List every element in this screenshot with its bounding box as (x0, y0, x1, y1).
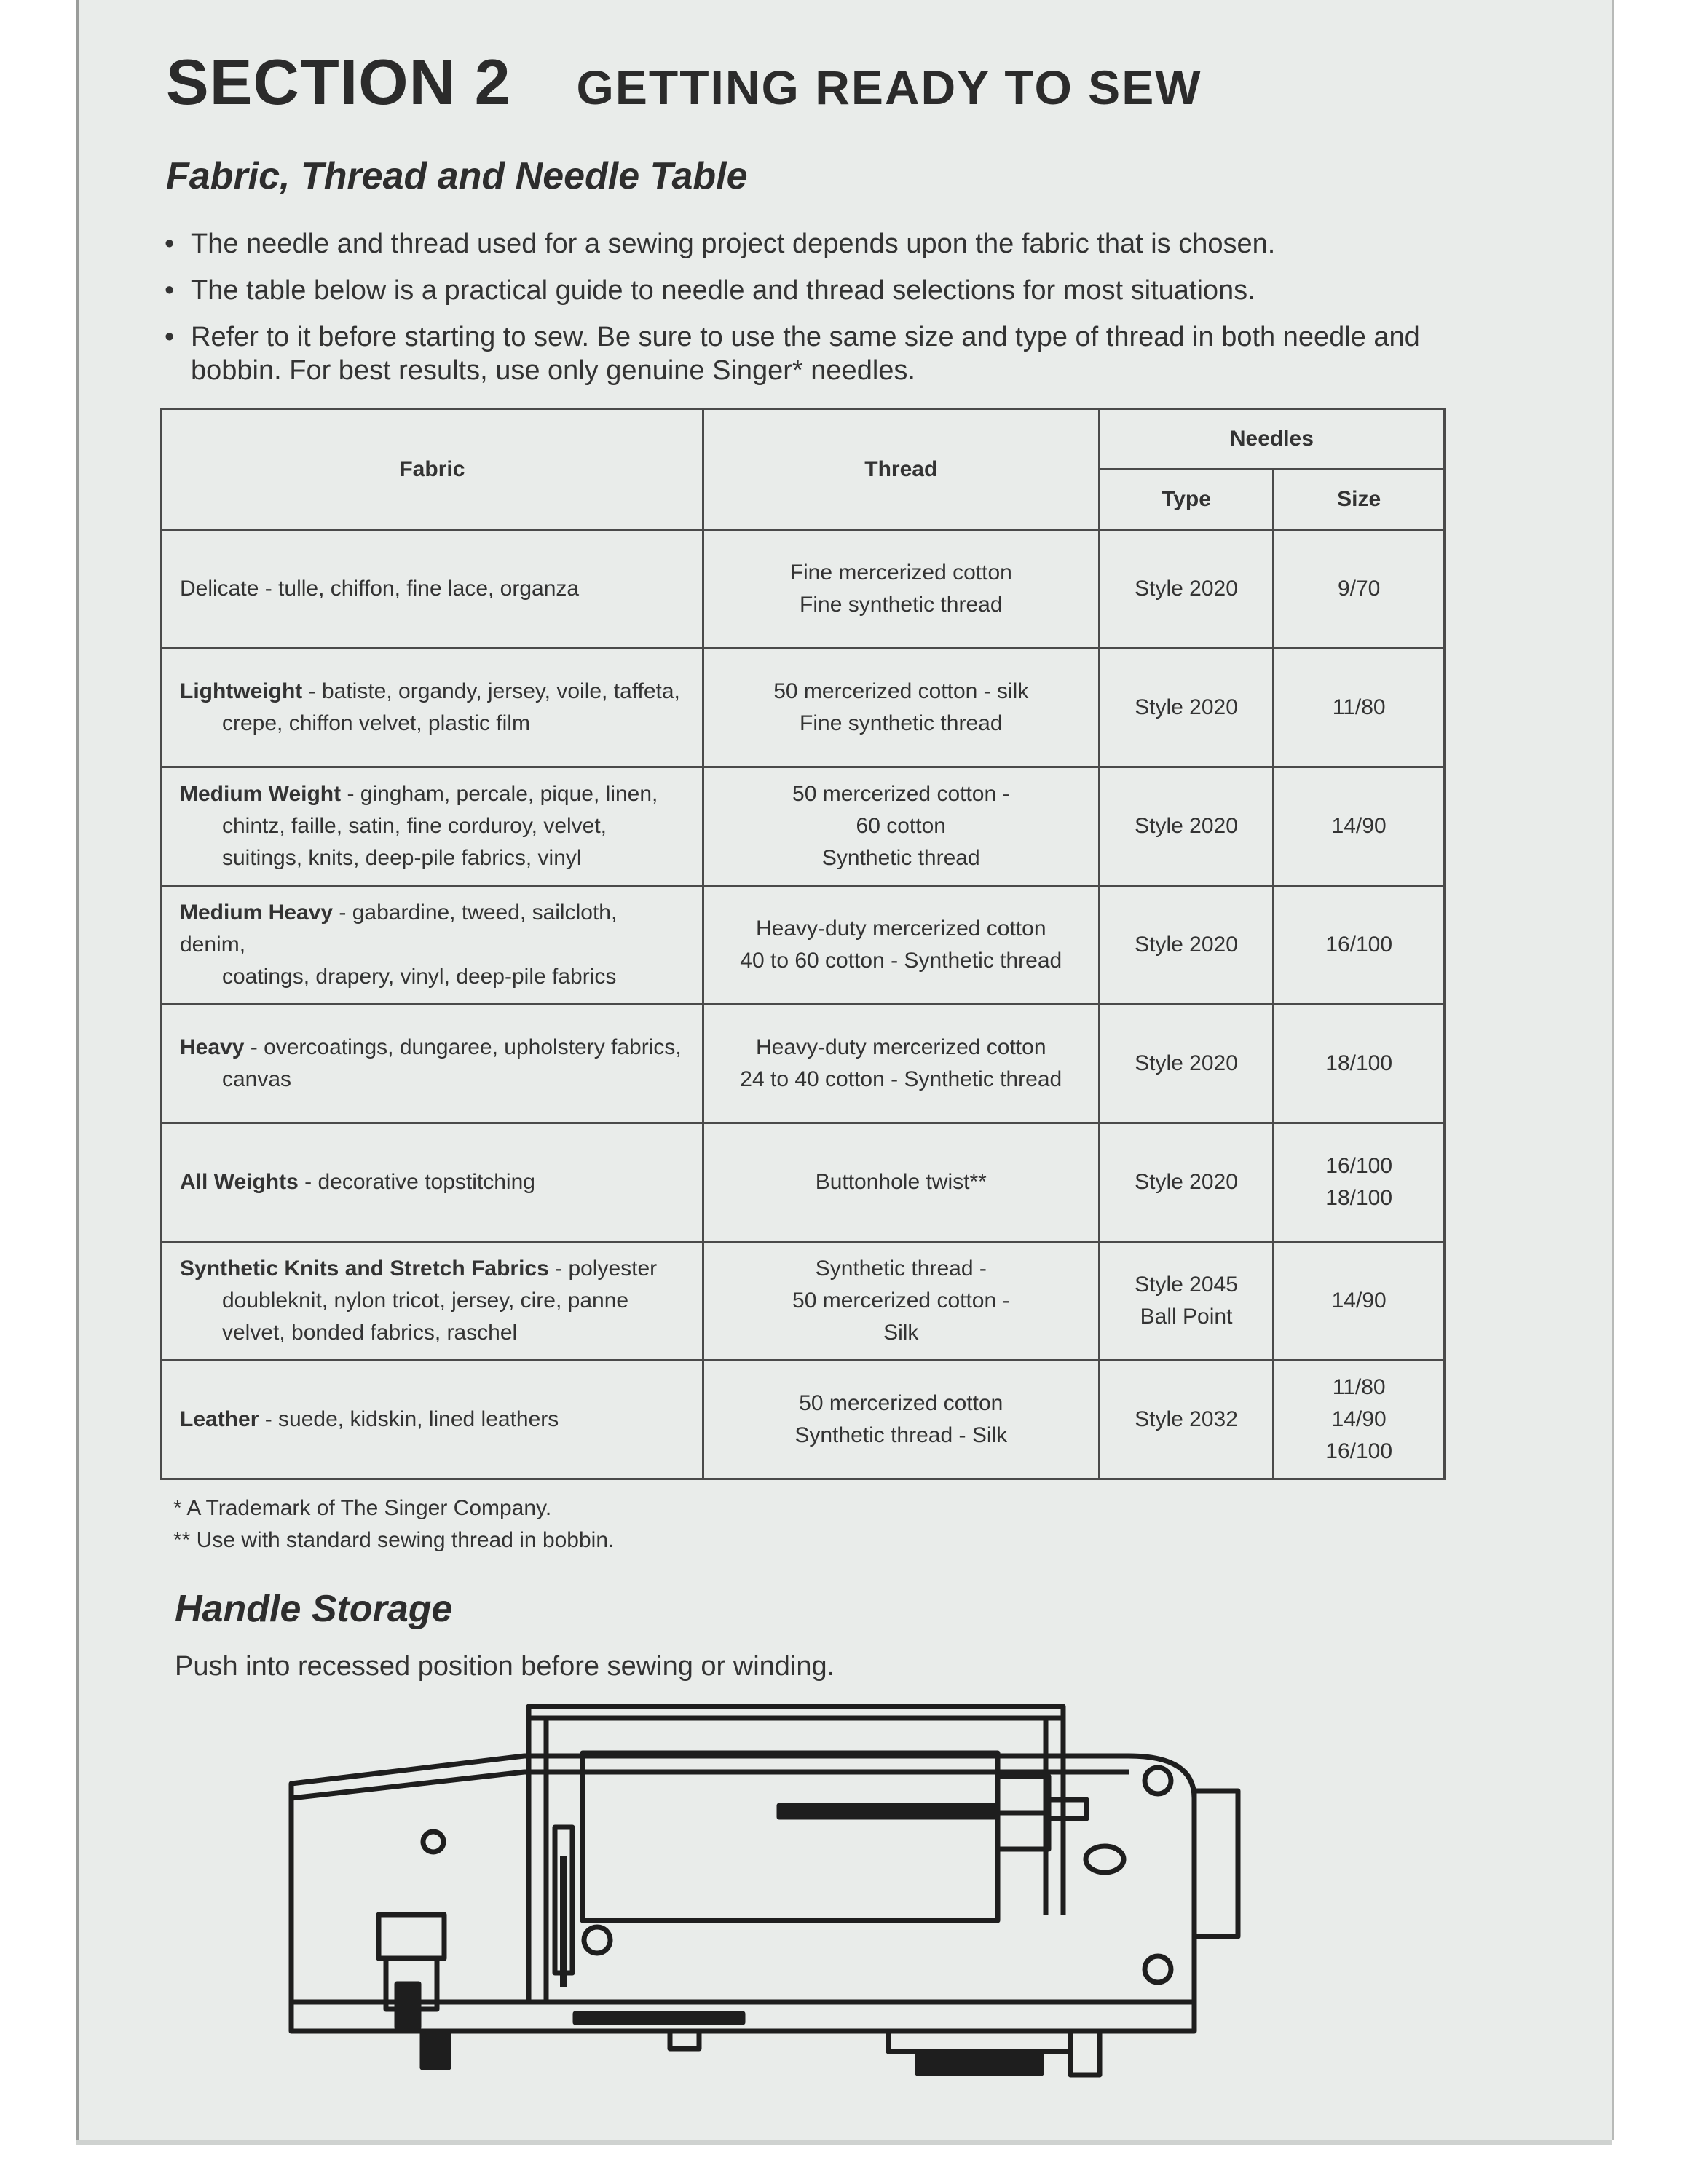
dial-slot (1086, 1846, 1124, 1872)
footnotes (173, 1492, 614, 1556)
thread-cell-line: 50 mercerized cotton - (792, 1289, 1010, 1313)
bullet-item: • The table below is a practical guide to needle and thread selections for most situations. (165, 274, 1475, 307)
fabric-examples: - overcoatings, dungaree, upholstery fabrics, (244, 1035, 682, 1059)
header-needles: Needles (1099, 409, 1444, 470)
table-row (162, 1123, 1445, 1242)
needle-type-cell-line: Style 2020 (1135, 933, 1238, 957)
bullet-item: • Refer to it before starting to sew. Be sure to use the same size and type of thread in both needle and bobbin. For best results, use only genuine Singer* needles. (165, 320, 1475, 387)
page-bottom-edge (76, 2140, 1612, 2145)
needle-type-cell-line: Style 2020 (1135, 1051, 1238, 1075)
fabric-examples: - decorative topstitching (298, 1170, 535, 1194)
needle-size-cell-line: 14/90 (1331, 1289, 1387, 1313)
header-type: Type (1099, 470, 1274, 530)
thread-cell-line: Buttonhole twist** (815, 1170, 987, 1194)
thread-cell-line: Synthetic thread - Silk (794, 1423, 1008, 1447)
header-fabric: Fabric (162, 409, 703, 530)
fabric-examples: Delicate - tulle, chiffon, fine lace, organza (180, 577, 580, 601)
thread-cell (703, 1361, 1099, 1479)
needle-size-cell-line: 16/100 (1325, 1154, 1393, 1178)
needle-type-cell (1099, 1242, 1274, 1361)
fabric-cell (162, 1361, 703, 1479)
fabric-examples-continued: coatings, drapery, vinyl, deep-pile fabrics (222, 965, 617, 989)
thread-cell-line: Silk (883, 1321, 919, 1345)
fabric-cell (162, 530, 703, 649)
thread-cell (703, 649, 1099, 767)
fabric-cell (162, 1005, 703, 1123)
fabric-category: Heavy (180, 1035, 245, 1059)
needle-size-cell (1274, 1361, 1445, 1479)
handwheel-base (918, 2052, 1041, 2073)
needle-size-cell-line: 9/70 (1337, 577, 1381, 601)
needle-size-cell-line: 11/80 (1332, 1375, 1386, 1399)
thread-cell (703, 1005, 1099, 1123)
fabric-examples: - gingham, percale, pique, linen, (341, 782, 658, 806)
fabric-examples-continued: crepe, chiffon velvet, plastic film (222, 711, 530, 735)
machine-body-outline (291, 1756, 1194, 2002)
fabric-examples-continued: canvas (222, 1067, 292, 1091)
needle-type-cell (1099, 1123, 1274, 1242)
thread-cell-line: Synthetic thread (821, 846, 980, 870)
table-row (162, 649, 1445, 767)
fabric-category: Synthetic Knits and Stretch Fabrics (180, 1257, 549, 1281)
needle-type-cell (1099, 886, 1274, 1005)
needle-type-cell (1099, 530, 1274, 649)
needle-type-cell-line: Ball Point (1140, 1305, 1233, 1329)
needle-type-cell-line: Style 2020 (1135, 1170, 1238, 1194)
needle-size-cell (1274, 530, 1445, 649)
needle-size-cell (1274, 649, 1445, 767)
needle-type-cell-line: Style 2020 (1135, 577, 1238, 601)
table-row (162, 1242, 1445, 1361)
thread-cell-line: 40 to 60 cotton - Synthetic thread (740, 949, 1062, 973)
fabric-examples-continued: doubleknit, nylon tricot, jersey, cire, panne velvet, bonded fabrics, raschel (222, 1289, 629, 1345)
needle-type-cell-line: Style 2032 (1135, 1407, 1238, 1431)
needle-size-cell-line: 14/90 (1331, 814, 1387, 838)
thread-cell-line: Heavy-duty mercerized cotton (756, 917, 1046, 941)
needle-size-cell (1274, 1242, 1445, 1361)
fabric-examples: - polyester (548, 1257, 658, 1281)
header-thread: Thread (703, 409, 1099, 530)
needle-type-cell (1099, 767, 1274, 886)
fabric-cell (162, 1123, 703, 1242)
handle-storage-heading: Handle Storage (175, 1588, 453, 1630)
needle-type-cell-line: Style 2020 (1135, 695, 1238, 719)
needle-size-cell-line: 11/80 (1332, 695, 1386, 719)
thread-cell (703, 886, 1099, 1005)
needle-size-cell-line: 16/100 (1325, 1439, 1393, 1463)
light-knob (423, 1832, 443, 1852)
fabric-cell (162, 1242, 703, 1361)
intro-bullets (165, 227, 1475, 400)
thread-cell-line: 50 mercerized cotton (799, 1391, 1003, 1415)
presser-foot (379, 1915, 444, 1958)
footnote-trademark: * A Trademark of The Singer Company. (173, 1496, 552, 1520)
section-title: GETTING READY TO SEW (576, 60, 1202, 114)
needle-table (160, 408, 1446, 1480)
needle-size-cell (1274, 886, 1445, 1005)
fabric-category: All Weights (180, 1170, 299, 1194)
footnote-bobbin: ** Use with standard sewing thread in bobbin. (173, 1528, 615, 1552)
fabric-cell (162, 767, 703, 886)
section-header (166, 45, 1202, 119)
thread-cell (703, 767, 1099, 886)
tension-knob (1145, 1768, 1171, 1794)
thread-cell (703, 530, 1099, 649)
needle-size-cell (1274, 1005, 1445, 1123)
fabric-examples-continued: chintz, faille, satin, fine corduroy, velvet, suitings, knits, deep-pile fabrics, vinyl (222, 814, 607, 870)
handle-storage-text: Push into recessed position before sewing or winding. (175, 1651, 835, 1682)
table-row (162, 1005, 1445, 1123)
thread-cell-line: 60 cotton (856, 814, 946, 838)
thread-cell (703, 1242, 1099, 1361)
needle-type-cell (1099, 649, 1274, 767)
table-heading: Fabric, Thread and Needle Table (166, 155, 748, 197)
sewing-machine-handle-illustration (269, 1696, 1274, 2104)
fabric-category: Medium Heavy (180, 901, 334, 925)
bullet-item: • The needle and thread used for a sewing project depends upon the fabric that is chosen. (165, 227, 1475, 261)
right-end-panel (1194, 1791, 1238, 1936)
needle-type-cell (1099, 1361, 1274, 1479)
fabric-examples: - batiste, organdy, jersey, voile, taffeta, (302, 679, 680, 703)
thread-cell-line: Synthetic thread - (815, 1257, 987, 1281)
stitch-knob (1145, 1956, 1171, 1982)
thread-cell-line: 24 to 40 cotton - Synthetic thread (740, 1067, 1062, 1091)
needle-type-cell (1099, 1005, 1274, 1123)
thread-cell-line: Fine mercerized cotton (789, 561, 1012, 585)
needle-size-cell (1274, 1123, 1445, 1242)
fabric-cell (162, 886, 703, 1005)
needle-size-cell-line: 16/100 (1325, 933, 1393, 957)
table-row (162, 530, 1445, 649)
presser-knob (584, 1927, 610, 1953)
machine-arm (583, 1753, 998, 1920)
carrying-handle (529, 1706, 1063, 1718)
fabric-examples: - suede, kidskin, lined leathers (259, 1407, 559, 1431)
table-row (162, 767, 1445, 886)
needle-size-cell-line: 14/90 (1331, 1407, 1387, 1431)
header-size: Size (1274, 470, 1445, 530)
fabric-cell (162, 649, 703, 767)
fabric-category: Medium Weight (180, 782, 342, 806)
table-row (162, 1361, 1445, 1479)
thread-cell-line: Fine synthetic thread (800, 593, 1003, 617)
machine-foot (888, 2031, 1070, 2052)
thread-cell (703, 1123, 1099, 1242)
fabric-category: Leather (180, 1407, 259, 1431)
thread-cell-line: 50 mercerized cotton - (792, 782, 1010, 806)
needle-size-cell (1274, 767, 1445, 886)
needle-type-cell-line: Style 2045 (1135, 1273, 1238, 1297)
bobbin-winder-spindle (779, 1805, 998, 1817)
section-number: SECTION 2 (166, 46, 511, 118)
thread-cell-line: 50 mercerized cotton - silk (773, 679, 1029, 703)
thread-cell-line: Fine synthetic thread (800, 711, 1003, 735)
table-row (162, 886, 1445, 1005)
needle-size-cell-line: 18/100 (1325, 1186, 1393, 1210)
thread-cell-line: Heavy-duty mercerized cotton (756, 1035, 1046, 1059)
needle-type-cell-line: Style 2020 (1135, 814, 1238, 838)
fabric-category: Lightweight (180, 679, 303, 703)
fabric-examples: - gabardine, tweed, sailcloth, denim, (180, 901, 618, 957)
needle-size-cell-line: 18/100 (1325, 1051, 1393, 1075)
